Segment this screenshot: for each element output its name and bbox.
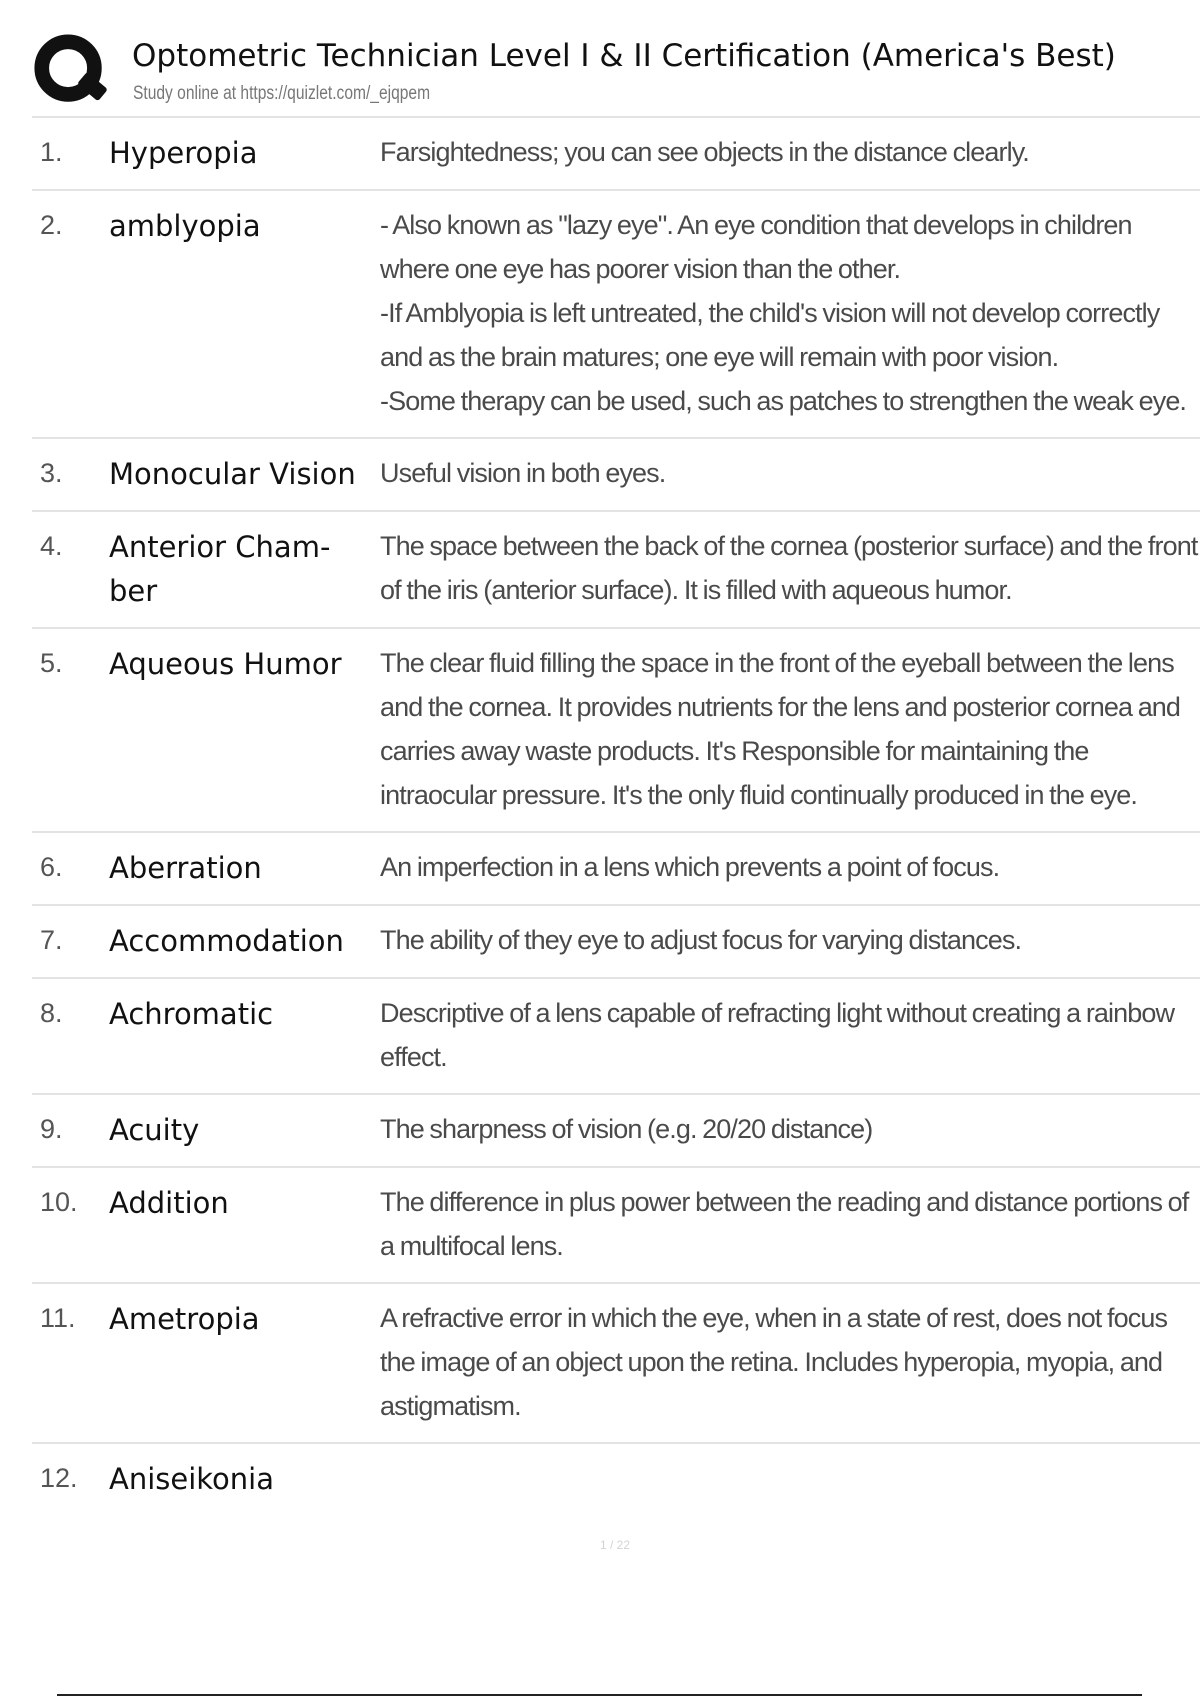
term-row bbox=[32, 1095, 1200, 1168]
definition-line: -Some therapy can be used, such as patches to strengthen the weak eye. bbox=[380, 386, 1187, 416]
definition-line: Useful vision in both eyes. bbox=[380, 458, 666, 488]
term-row bbox=[32, 191, 1200, 439]
definition-line: The difference in plus power between the reading and distance portions of a multifocal lens. bbox=[380, 1187, 1189, 1261]
term-number: 8. bbox=[40, 998, 63, 1028]
term-number: 2. bbox=[40, 210, 63, 240]
term-definition bbox=[380, 130, 1200, 175]
footer-divider bbox=[57, 1694, 1142, 1696]
term-definition bbox=[380, 1456, 1200, 1501]
term-name: Achromatic bbox=[109, 997, 274, 1031]
term-name: Aqueous Humor bbox=[109, 647, 342, 681]
definition-line: The ability of they eye to adjust focus for varying distances. bbox=[380, 925, 1022, 955]
term-definition bbox=[380, 991, 1200, 1079]
term-name: Aniseikonia bbox=[109, 1462, 274, 1496]
definition-line: - Also known as "lazy eye". An eye condition that develops in children where one eye has poorer vision than the other. bbox=[380, 210, 1132, 284]
definition-line: Descriptive of a lens capable of refracting light without creating a rainbow effect. bbox=[380, 998, 1175, 1072]
definition-line: The sharpness of vision (e.g. 20/20 distance) bbox=[380, 1114, 873, 1144]
term-definition bbox=[380, 918, 1200, 963]
term-row bbox=[32, 906, 1200, 979]
term-definition bbox=[380, 1180, 1200, 1268]
term-row bbox=[32, 1444, 1200, 1515]
term-row bbox=[32, 833, 1200, 906]
term-row bbox=[32, 629, 1200, 833]
definition-line: -If Amblyopia is left untreated, the child's vision will not develop correctly and as the brain matures; one eye will remain with poor vision. bbox=[380, 298, 1160, 372]
term-number: 9. bbox=[40, 1114, 63, 1144]
term-row bbox=[32, 439, 1200, 512]
term-definition bbox=[380, 451, 1200, 496]
term-definition bbox=[380, 524, 1200, 613]
page-number: 1 / 22 bbox=[599, 1538, 631, 1552]
term-definition bbox=[380, 641, 1200, 817]
study-online-link[interactable]: Study online at https://quizlet.com/_ejqpem bbox=[133, 83, 431, 104]
term-name: amblyopia bbox=[109, 209, 261, 243]
term-number: 12. bbox=[40, 1463, 78, 1493]
term-definition bbox=[380, 1296, 1200, 1428]
definition-line: The space between the back of the cornea (posterior surface) and the front of the iris (anterior surface). It is filled with aqueous humor. bbox=[380, 531, 1198, 605]
term-definition bbox=[380, 203, 1200, 423]
term-name: Hyperopia bbox=[109, 136, 258, 170]
definition-line: A refractive error in which the eye, when in a state of rest, does not focus the image of an object upon the retina. Includes hyperopia, myopia, and astigmatism. bbox=[380, 1303, 1168, 1421]
quizlet-logo-icon bbox=[32, 32, 110, 110]
term-row bbox=[32, 1284, 1200, 1444]
term-number: 7. bbox=[40, 925, 63, 955]
term-row bbox=[32, 512, 1200, 629]
term-number: 5. bbox=[40, 648, 63, 678]
term-name: Ametropia bbox=[109, 1302, 260, 1336]
term-number: 10. bbox=[40, 1187, 78, 1217]
term-name: Acuity bbox=[109, 1113, 200, 1147]
definition-line: An imperfection in a lens which prevents a point of focus. bbox=[380, 852, 1000, 882]
term-row bbox=[32, 118, 1200, 191]
term-row bbox=[32, 979, 1200, 1095]
definition-line: The clear fluid filling the space in the front of the eyeball between the lens and the cornea. It provides nutrients for the lens and posterior cornea and carries away waste products. It's Responsible for maintaining the intraocular pressure. It's the only fluid continually produced in the eye. bbox=[380, 648, 1181, 810]
terms-list bbox=[32, 118, 1200, 1515]
term-name: Aberration bbox=[109, 851, 262, 885]
document-header bbox=[32, 30, 1200, 112]
term-name: Anterior Cham- ber bbox=[109, 530, 331, 608]
term-name: Accommodation bbox=[109, 924, 344, 958]
term-name: Monocular Vision bbox=[109, 457, 356, 491]
term-number: 6. bbox=[40, 852, 63, 882]
term-number: 4. bbox=[40, 531, 63, 561]
term-name: Addition bbox=[109, 1186, 229, 1220]
term-row bbox=[32, 1168, 1200, 1284]
definition-line: Farsightedness; you can see objects in the distance clearly. bbox=[380, 137, 1029, 167]
document-title: Optometric Technician Level I & II Certification (America's Best) bbox=[132, 38, 1116, 74]
term-definition bbox=[380, 845, 1200, 890]
term-number: 1. bbox=[40, 137, 63, 167]
term-definition bbox=[380, 1107, 1200, 1152]
term-number: 3. bbox=[40, 458, 63, 488]
term-number: 11. bbox=[40, 1303, 76, 1333]
